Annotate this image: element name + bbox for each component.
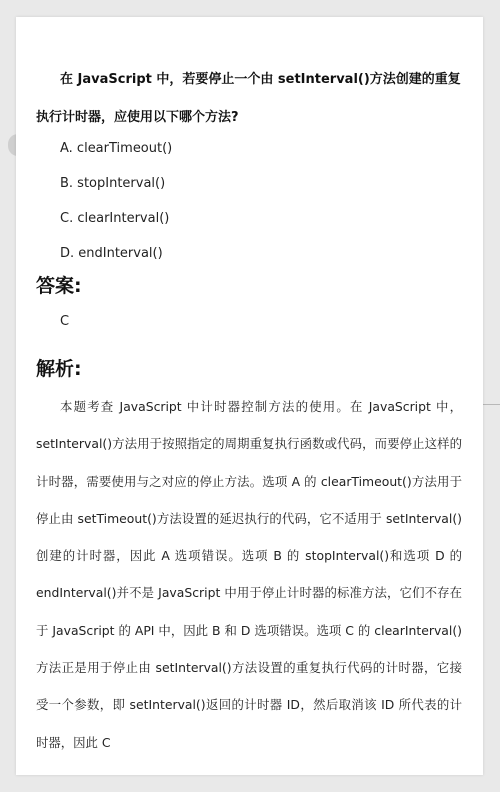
option-c: C. clearInterval() — [60, 211, 170, 226]
document-page — [16, 17, 483, 775]
question-text: 在 JavaScript 中，若要停止一个由 setInterval()方法创建的重复执行计时器，应使用以下哪个方法? — [36, 72, 461, 125]
analysis-heading: 解析: — [36, 358, 82, 380]
analysis-text: 本题考查 JavaScript 中计时器控制方法的使用。在 JavaScript 中，setInterval()方法用于按照指定的周期重复执行函数或代码，而要停止这样的计时器，需要使用与之对应的停止方法。选项 A 的 clearTimeout()方法用于停止由 setTimeout()方法设置的延迟执行的代码，它不适用于 setInterval()创建的计时器，因此 A 选项错误。选项 B 的 stopInterval()和选项 D 的 endInterval()并不是 JavaScript 中用于停止计时器的标准方法，它们不存在于 JavaScript 的 API 中，因此 B 和 D 选项错误。选项 C 的 clearInterval()方法正是用于停止由 setInterval()方法设置的重复执行代码的计时器，它接受一个参数，即 setInterval()返回的计时器 ID，然后取消该 ID 所代表的计时器，因此 C — [36, 399, 462, 750]
page-edge-line — [483, 404, 500, 405]
option-b: B. stopInterval() — [60, 176, 166, 191]
option-a: A. clearTimeout() — [60, 141, 173, 156]
answer-value: C — [60, 314, 70, 329]
answer-heading: 答案: — [36, 275, 82, 297]
option-d: D. endInterval() — [60, 246, 163, 261]
